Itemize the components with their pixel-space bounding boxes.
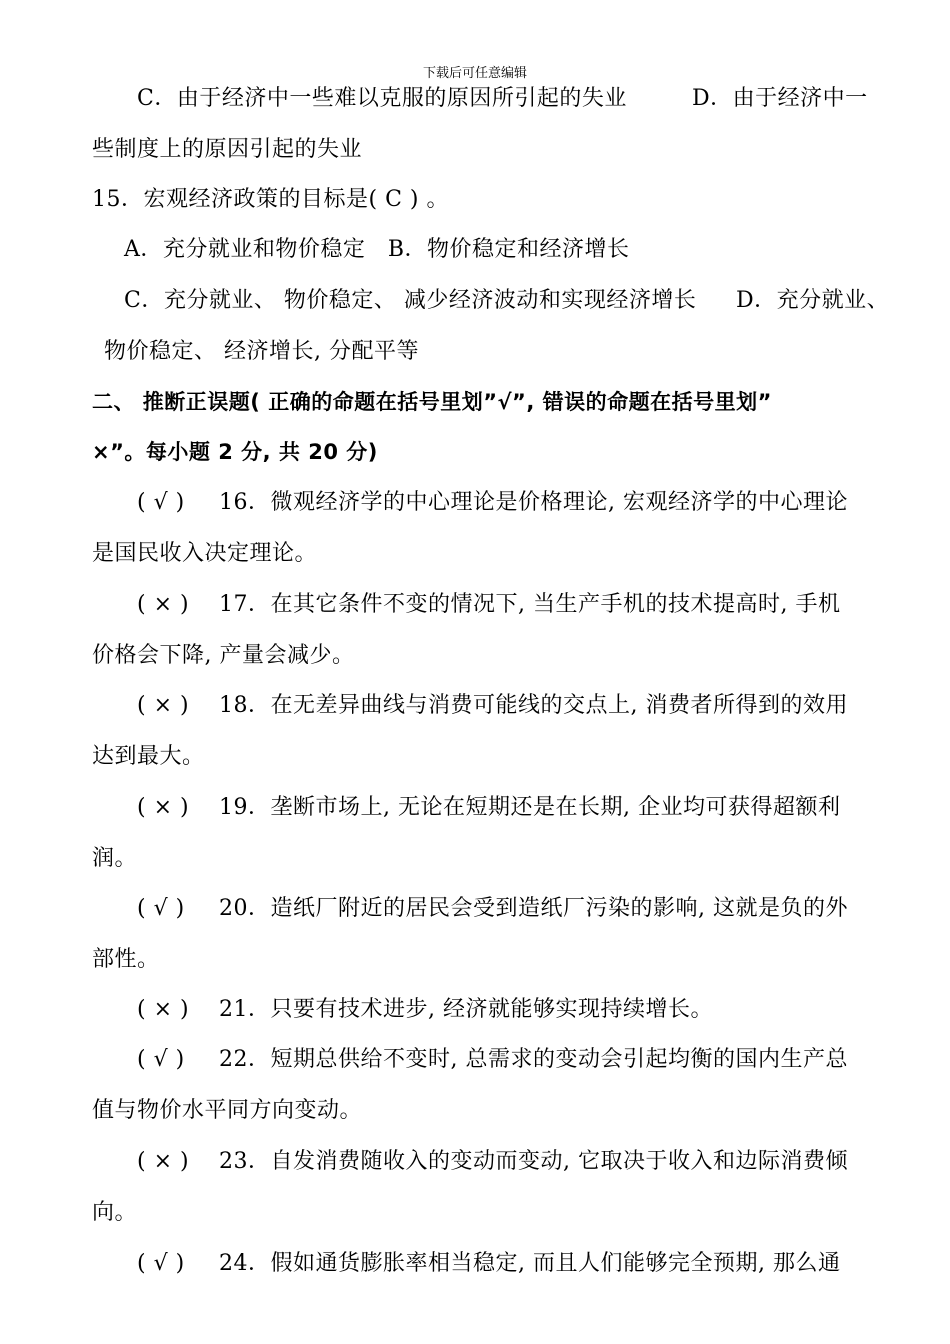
q14-option-d-continuation: 些制度上的原因引起的失业 [92, 137, 363, 162]
item-20 [92, 894, 937, 924]
q15-option-d: D．充分就业、 [736, 288, 890, 313]
item-24 [92, 1249, 937, 1279]
answer-mark: ( × ) [137, 997, 190, 1022]
item-16-continuation: 是国民收入决定理论。 [92, 541, 318, 566]
answer-mark: ( √ ) [137, 896, 185, 921]
answer-mark: ( √ ) [137, 490, 185, 515]
answer-mark: ( √ ) [137, 1047, 185, 1072]
section2-title-line1: 二、 推断正误题( 正确的命题在括号里划”√”, 错误的命题在括号里划” [92, 390, 772, 414]
item-18-continuation: 达到最大。 [92, 744, 205, 769]
item-text: 21．只要有技术进步, 经济就能够实现持续增长。 [219, 997, 713, 1022]
answer-mark: ( × ) [137, 795, 190, 820]
item-23-continuation: 向。 [92, 1200, 138, 1225]
q15-option-a: A．充分就业和物价稳定 [124, 237, 366, 262]
item-text: 19．垄断市场上, 无论在短期还是在长期, 企业均可获得超额利 [219, 795, 841, 820]
q15-option-d-continuation: 物价稳定、 经济增长, 分配平等 [104, 339, 419, 364]
q15-option-c: C．充分就业、 物价稳定、 减少经济波动和实现经济增长 [124, 288, 697, 313]
q15-option-b: B．物价稳定和经济增长 [387, 237, 630, 262]
answer-mark: ( × ) [137, 592, 190, 617]
item-22 [92, 1045, 937, 1075]
q15-options-cd [92, 286, 924, 316]
q15-options-ab [92, 235, 924, 265]
answer-mark: ( × ) [137, 1149, 190, 1174]
item-text: 22．短期总供给不变时, 总需求的变动会引起均衡的国内生产总 [219, 1047, 848, 1072]
answer-mark: ( × ) [137, 693, 190, 718]
item-23 [92, 1147, 937, 1177]
item-text: 20．造纸厂附近的居民会受到造纸厂污染的影响, 这就是负的外 [219, 896, 848, 921]
item-text: 16．微观经济学的中心理论是价格理论, 宏观经济学的中心理论 [219, 490, 848, 515]
page-header: 下载后可任意编辑 [422, 66, 527, 81]
q14-option-c-line [92, 84, 937, 114]
item-text: 23．自发消费随收入的变动而变动, 它取决于收入和边际消费倾 [219, 1149, 848, 1174]
item-17 [92, 590, 937, 620]
q14-option-c: C．由于经济中一些难以克服的原因所引起的失业 [137, 86, 627, 111]
item-text: 17．在其它条件不变的情况下, 当生产手机的技术提高时, 手机 [219, 592, 841, 617]
item-19-continuation: 润。 [92, 846, 138, 871]
item-20-continuation: 部性。 [92, 947, 160, 972]
item-text: 18．在无差异曲线与消费可能线的交点上, 消费者所得到的效用 [219, 693, 848, 718]
item-21 [92, 995, 937, 1025]
q14-option-d: D．由于经济中一 [692, 86, 868, 111]
item-19 [92, 793, 937, 823]
item-22-continuation: 值与物价水平同方向变动。 [92, 1098, 363, 1123]
q15-stem: 15．宏观经济政策的目标是( C ) 。 [92, 187, 449, 212]
item-17-continuation: 价格会下降, 产量会减少。 [92, 643, 355, 668]
item-18 [92, 691, 937, 721]
answer-mark: ( √ ) [137, 1251, 185, 1276]
section2-title-line2: ×”。每小题 2 分, 共 20 分) [92, 440, 378, 464]
item-text: 24．假如通货膨胀率相当稳定, 而且人们能够完全预期, 那么通 [219, 1251, 841, 1276]
item-16 [92, 488, 937, 518]
